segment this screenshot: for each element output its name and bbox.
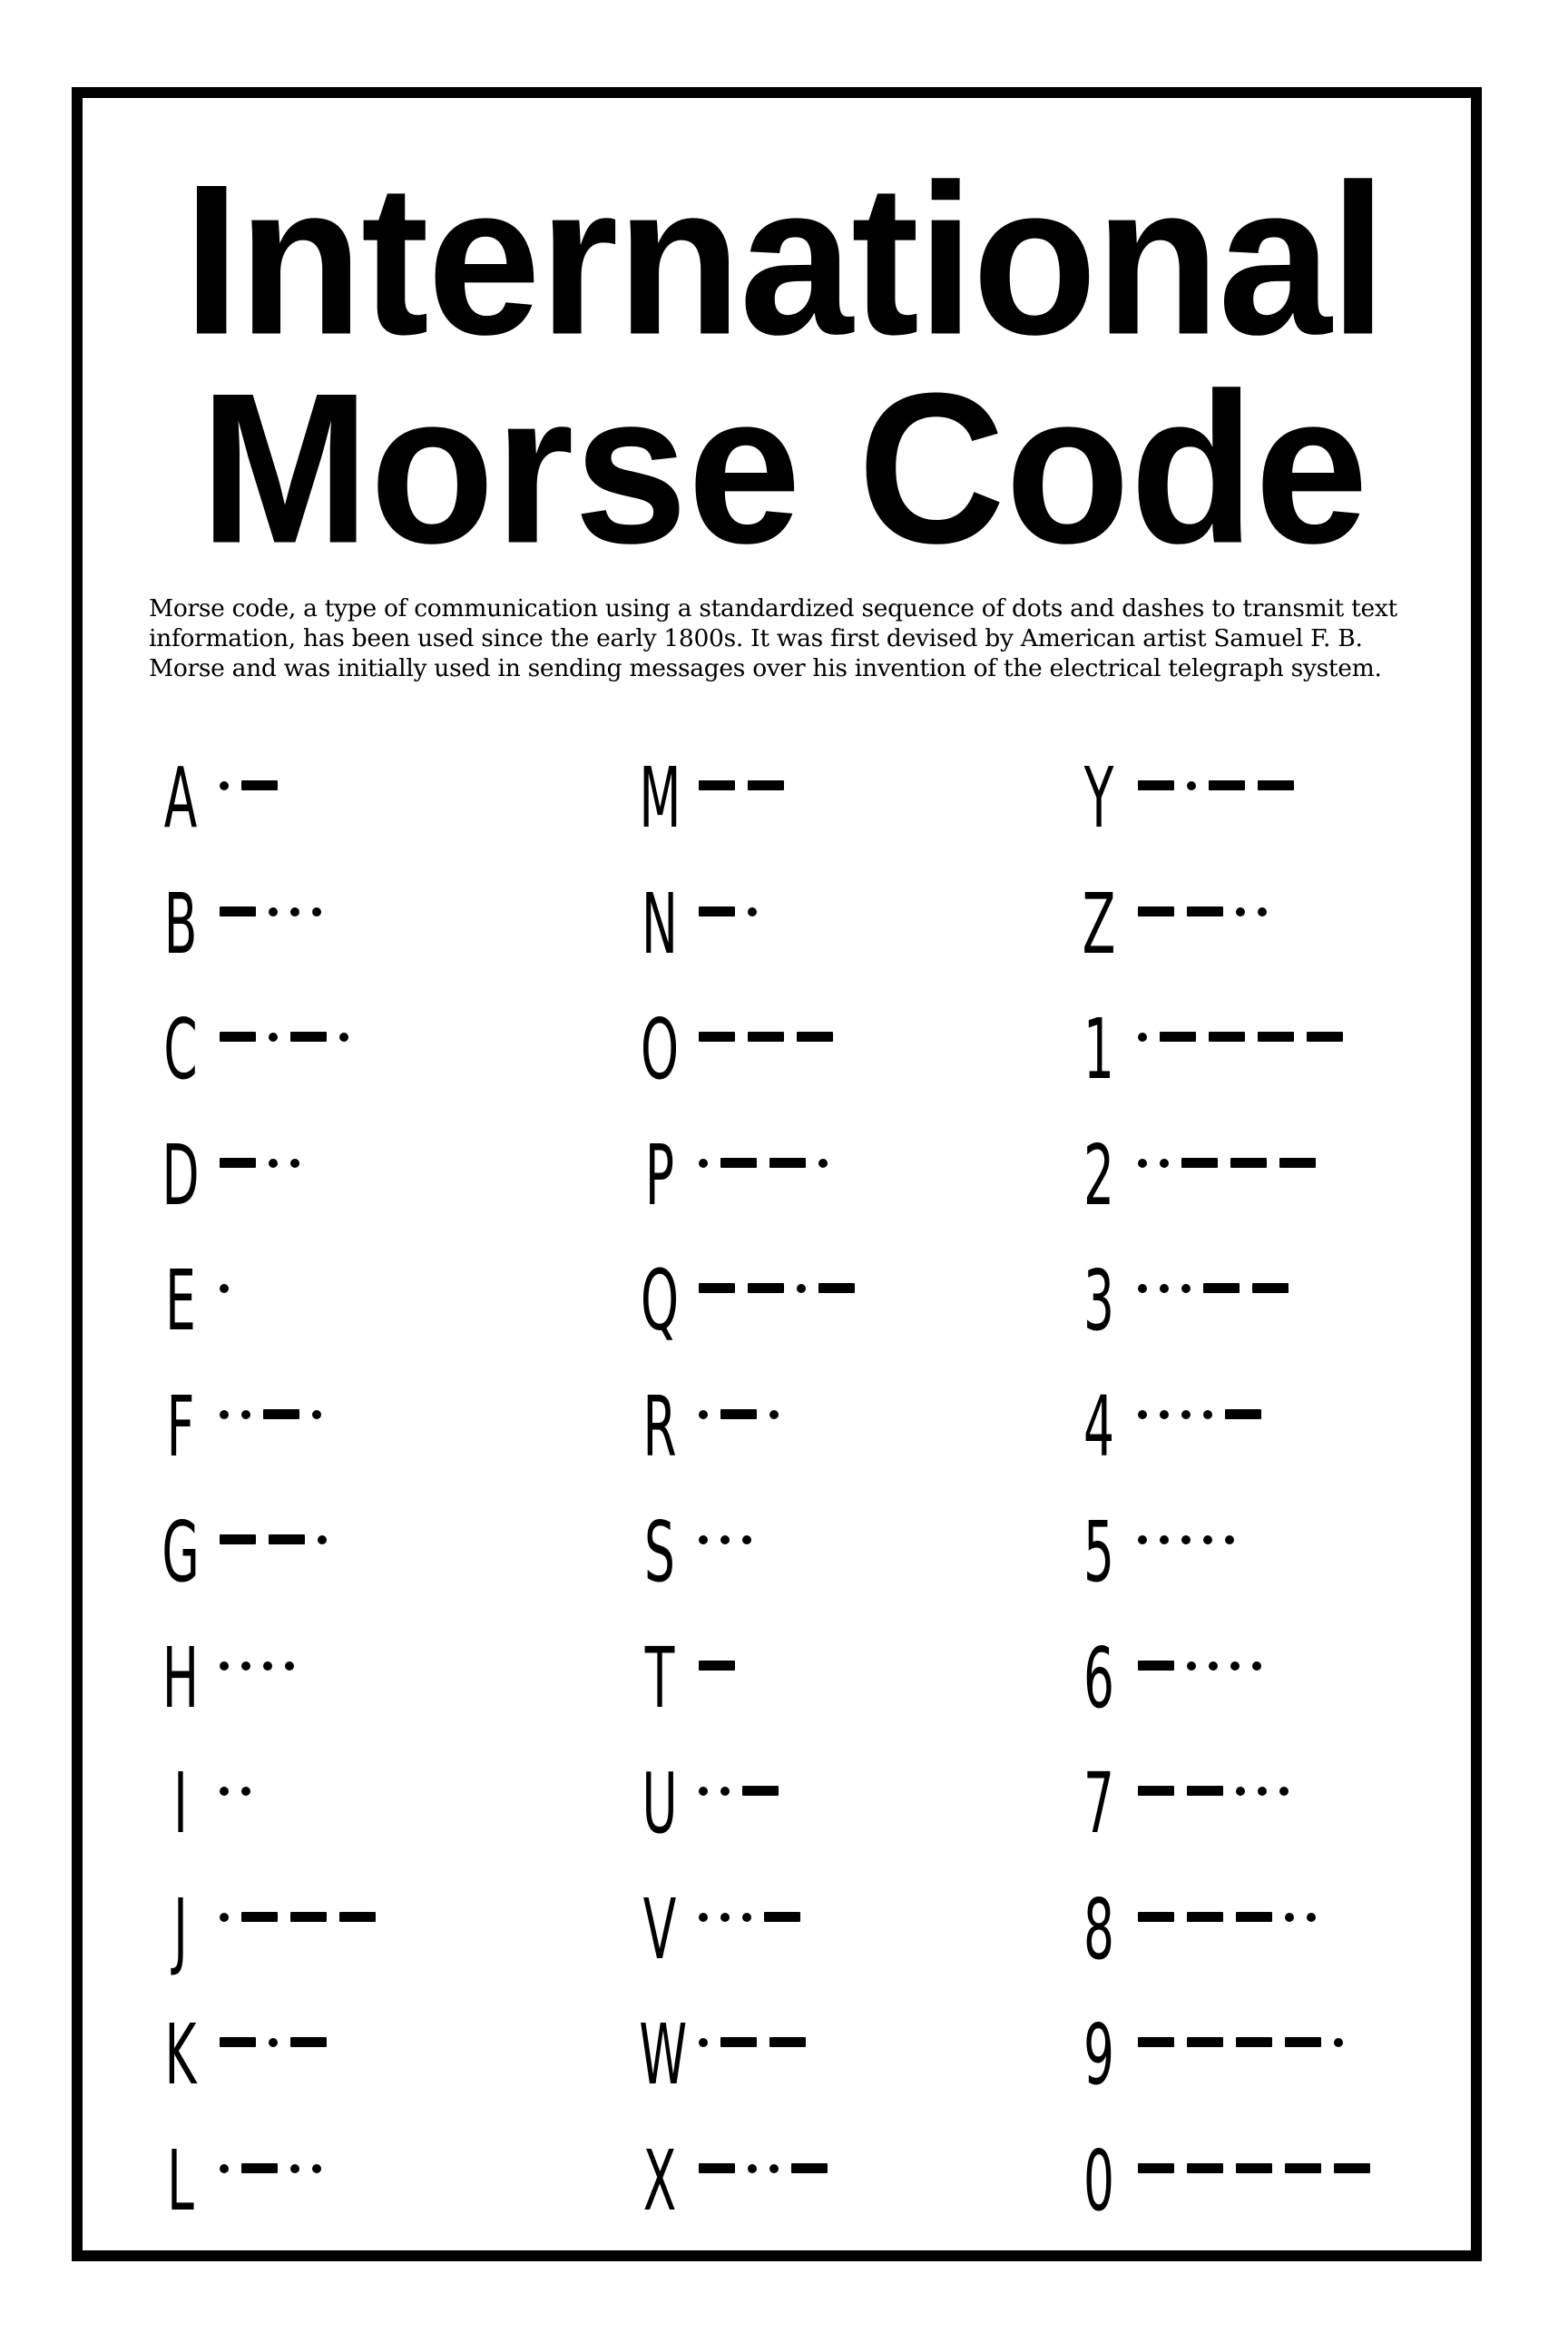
- morse-dot: [742, 1913, 751, 1922]
- morse-dash: [1230, 1158, 1267, 1168]
- morse-character: 4: [1083, 1377, 1114, 1475]
- morse-dot: [220, 2164, 229, 2173]
- morse-dash: [748, 1283, 784, 1293]
- morse-dash: [1138, 906, 1174, 916]
- morse-dot: [220, 1410, 229, 1419]
- morse-character: J: [173, 1880, 188, 1978]
- morse-dot: [1236, 907, 1245, 916]
- morse-dot: [318, 1535, 327, 1544]
- morse-dash: [769, 1158, 806, 1168]
- morse-character: 7: [1083, 1755, 1114, 1852]
- morse-dash: [290, 1032, 327, 1042]
- morse-dot: [1209, 1661, 1218, 1671]
- morse-dot: [699, 1787, 708, 1796]
- morse-character: T: [644, 1629, 675, 1727]
- morse-dot: [748, 2164, 757, 2173]
- morse-dot: [1160, 1159, 1169, 1168]
- morse-dot: [1203, 1535, 1212, 1544]
- morse-dot: [269, 1159, 278, 1168]
- morse-dot: [1258, 1787, 1267, 1796]
- morse-dash: [241, 1912, 278, 1922]
- morse-dash: [720, 1409, 757, 1419]
- morse-character: H: [162, 1629, 200, 1727]
- morse-dot: [220, 1787, 229, 1796]
- morse-dash: [1225, 1409, 1261, 1419]
- morse-dash: [1138, 2163, 1174, 2173]
- morse-dot: [1225, 1535, 1234, 1544]
- morse-dash: [1279, 1158, 1316, 1168]
- morse-dash: [290, 1912, 327, 1922]
- morse-code-sequence: [699, 897, 769, 925]
- morse-dash: [1187, 1912, 1223, 1922]
- morse-dash: [269, 1534, 305, 1544]
- morse-dot: [742, 1535, 751, 1544]
- morse-dash: [1258, 780, 1294, 790]
- morse-code-sequence: [220, 1651, 307, 1679]
- morse-dash: [1138, 2037, 1174, 2047]
- morse-dot: [1181, 1410, 1191, 1419]
- morse-dash: [1160, 1032, 1196, 1042]
- morse-dash: [748, 780, 784, 790]
- morse-dot: [1307, 1913, 1316, 1922]
- morse-code-sequence: [1138, 2154, 1383, 2181]
- morse-dot: [769, 2164, 779, 2173]
- morse-dot: [241, 1410, 250, 1419]
- morse-dash: [1258, 1032, 1294, 1042]
- morse-dot: [1203, 1410, 1212, 1419]
- morse-dot: [1138, 1284, 1147, 1293]
- morse-dot: [1138, 1410, 1147, 1419]
- morse-dash: [1187, 906, 1223, 916]
- morse-dot: [748, 907, 757, 916]
- morse-code-sequence: [220, 2028, 339, 2055]
- morse-dot: [1187, 781, 1196, 790]
- morse-code-sequence: [699, 771, 797, 799]
- morse-dash: [818, 1283, 855, 1293]
- morse-dot: [290, 907, 299, 916]
- morse-dash: [1236, 2037, 1272, 2047]
- morse-code-sequence: [1138, 771, 1307, 799]
- morse-dash: [699, 2163, 735, 2173]
- morse-code-sequence: [699, 2028, 818, 2055]
- morse-dot: [241, 1787, 250, 1796]
- morse-dot: [1258, 907, 1267, 916]
- morse-character: L: [167, 2132, 194, 2230]
- morse-code-sequence: [699, 1274, 867, 1301]
- morse-character: 1: [1083, 1001, 1114, 1098]
- morse-dot: [1160, 1284, 1169, 1293]
- morse-dot: [1138, 1159, 1147, 1168]
- morse-dot: [699, 1159, 708, 1168]
- morse-code-sequence: [699, 1023, 846, 1050]
- morse-character: 2: [1083, 1126, 1114, 1224]
- title-line-2: Morse Code: [200, 348, 1368, 588]
- morse-dot: [290, 1159, 299, 1168]
- morse-dash: [1203, 1283, 1240, 1293]
- morse-character: Y: [1083, 750, 1114, 847]
- morse-dot: [1138, 1033, 1147, 1042]
- morse-dash: [1252, 1283, 1289, 1293]
- morse-dot: [818, 1159, 828, 1168]
- morse-dot: [1279, 1787, 1289, 1796]
- morse-code-sequence: [1138, 1023, 1356, 1050]
- intro-paragraph: Morse code, a type of communication using a standardized sequence of dots and dashes to transmit text information, has been used since the early 1800s. It was first devised by American artist Samuel F. B. Morse and was initially used in sending messages over his invention of the electrical telegraph system.: [149, 594, 1397, 682]
- morse-dash: [1334, 2163, 1370, 2173]
- morse-dash: [699, 906, 735, 916]
- morse-code-sequence: [699, 2154, 840, 2181]
- morse-dash: [1209, 780, 1245, 790]
- morse-code-sequence: [220, 1525, 339, 1553]
- morse-dash: [1138, 1912, 1174, 1922]
- morse-code-sequence: [220, 1023, 361, 1050]
- morse-character: 9: [1083, 2006, 1114, 2103]
- morse-dot: [699, 1535, 708, 1544]
- morse-dot: [290, 2164, 299, 2173]
- morse-dash: [699, 1032, 735, 1042]
- morse-dash: [742, 1786, 779, 1796]
- morse-dot: [1181, 1535, 1191, 1544]
- morse-dash: [241, 2163, 278, 2173]
- morse-code-sequence: [699, 1903, 813, 1930]
- morse-character: U: [642, 1755, 678, 1852]
- morse-dash: [339, 1912, 376, 1922]
- morse-dash: [1187, 2037, 1223, 2047]
- morse-code-sequence: [1138, 1777, 1301, 1804]
- morse-character: D: [162, 1126, 200, 1224]
- morse-dot: [720, 1787, 730, 1796]
- morse-dash: [1187, 2163, 1223, 2173]
- morse-code-sequence: [1138, 897, 1279, 925]
- morse-dot: [220, 1913, 229, 1922]
- morse-dot: [720, 1535, 730, 1544]
- morse-code-sequence: [1138, 1274, 1301, 1301]
- morse-character: X: [642, 2132, 677, 2230]
- morse-dot: [220, 781, 229, 790]
- morse-dash: [220, 1032, 256, 1042]
- morse-dash: [1187, 1786, 1223, 1796]
- morse-dash: [1307, 1032, 1343, 1042]
- morse-dash: [699, 1283, 735, 1293]
- morse-dot: [1252, 1661, 1261, 1671]
- morse-code-sequence: [220, 771, 290, 799]
- morse-dash: [699, 780, 735, 790]
- morse-dot: [1187, 1661, 1196, 1671]
- morse-character: M: [639, 750, 681, 847]
- morse-dot: [1160, 1535, 1169, 1544]
- morse-code-sequence: [699, 1525, 764, 1553]
- morse-dot: [269, 1033, 278, 1042]
- morse-dot: [312, 907, 321, 916]
- morse-dot: [269, 2038, 278, 2047]
- morse-code-sequence: [699, 1149, 840, 1176]
- morse-dash: [290, 2037, 327, 2047]
- morse-character: 0: [1083, 2132, 1114, 2230]
- morse-dash: [1138, 1661, 1174, 1671]
- morse-character: O: [640, 1001, 679, 1098]
- title-line-1: International: [182, 139, 1386, 379]
- morse-code-sequence: [1138, 1400, 1274, 1427]
- morse-dash: [791, 2163, 828, 2173]
- morse-dash: [1209, 1032, 1245, 1042]
- morse-dash: [1138, 1786, 1174, 1796]
- morse-dash: [764, 1912, 800, 1922]
- morse-character: 8: [1083, 1880, 1114, 1978]
- morse-character: Q: [640, 1252, 679, 1349]
- morse-dash: [720, 1158, 757, 1168]
- morse-code-sequence: [699, 1651, 748, 1679]
- morse-code-sequence: [1138, 1651, 1274, 1679]
- morse-character: B: [163, 875, 198, 973]
- morse-dot: [1285, 1913, 1294, 1922]
- morse-code-sequence: [1138, 1149, 1328, 1176]
- morse-character: A: [163, 750, 198, 847]
- morse-character: P: [644, 1126, 675, 1224]
- morse-code-sequence: [220, 1777, 263, 1804]
- morse-dot: [797, 1284, 806, 1293]
- morse-dash: [1181, 1158, 1218, 1168]
- morse-dot: [699, 1913, 708, 1922]
- morse-code-sequence: [220, 1274, 241, 1301]
- morse-character: F: [166, 1377, 195, 1475]
- morse-dot: [263, 1661, 272, 1671]
- morse-dot: [1181, 1284, 1191, 1293]
- morse-dash: [769, 2037, 806, 2047]
- morse-code-sequence: [220, 897, 334, 925]
- morse-code-sequence: [220, 1400, 334, 1427]
- morse-dash: [1236, 2163, 1272, 2173]
- morse-character: 3: [1083, 1252, 1114, 1349]
- morse-dot: [241, 1661, 250, 1671]
- morse-dot: [699, 2038, 708, 2047]
- morse-dash: [720, 2037, 757, 2047]
- morse-dash: [241, 780, 278, 790]
- morse-dot: [699, 1410, 708, 1419]
- morse-dash: [748, 1032, 784, 1042]
- morse-dash: [1236, 1912, 1272, 1922]
- morse-code-sequence: [220, 2154, 334, 2181]
- morse-code-sequence: [1138, 1525, 1247, 1553]
- morse-character: W: [639, 2006, 688, 2103]
- morse-dash: [220, 1158, 256, 1168]
- morse-character: 5: [1083, 1504, 1114, 1601]
- morse-dot: [285, 1661, 294, 1671]
- morse-character: 6: [1083, 1629, 1114, 1727]
- morse-dot: [220, 1284, 229, 1293]
- morse-dot: [312, 2164, 321, 2173]
- morse-character: C: [163, 1001, 198, 1098]
- morse-dot: [339, 1033, 348, 1042]
- morse-dash: [220, 1534, 256, 1544]
- morse-code-sequence: [1138, 1903, 1328, 1930]
- morse-dot: [1138, 1535, 1147, 1544]
- morse-dash: [797, 1032, 833, 1042]
- morse-dot: [312, 1410, 321, 1419]
- morse-dash: [263, 1409, 299, 1419]
- morse-dash: [220, 906, 256, 916]
- morse-dot: [269, 907, 278, 916]
- morse-character: K: [164, 2006, 197, 2103]
- morse-code-sequence: [699, 1400, 791, 1427]
- morse-dot: [1334, 2038, 1343, 2047]
- morse-character: N: [642, 875, 678, 973]
- morse-code-sequence: [220, 1149, 312, 1176]
- morse-dot: [1230, 1661, 1240, 1671]
- morse-dash: [699, 1661, 735, 1671]
- morse-dot: [769, 1410, 779, 1419]
- morse-character: E: [165, 1252, 196, 1349]
- morse-dash: [1138, 780, 1174, 790]
- morse-code-sequence: [699, 1777, 791, 1804]
- morse-character: V: [642, 1880, 677, 1978]
- morse-character: G: [162, 1504, 200, 1601]
- morse-code-sequence: [1138, 2028, 1356, 2055]
- morse-dot: [720, 1913, 730, 1922]
- morse-code-sequence: [220, 1903, 388, 1930]
- morse-dot: [1160, 1410, 1169, 1419]
- morse-dot: [220, 1661, 229, 1671]
- morse-dash: [1285, 2037, 1321, 2047]
- morse-dot: [1236, 1787, 1245, 1796]
- morse-character: R: [642, 1377, 677, 1475]
- morse-dash: [1285, 2163, 1321, 2173]
- morse-character: I: [173, 1755, 188, 1852]
- morse-character: Z: [1082, 875, 1116, 973]
- morse-dash: [220, 2037, 256, 2047]
- morse-character: S: [644, 1504, 675, 1601]
